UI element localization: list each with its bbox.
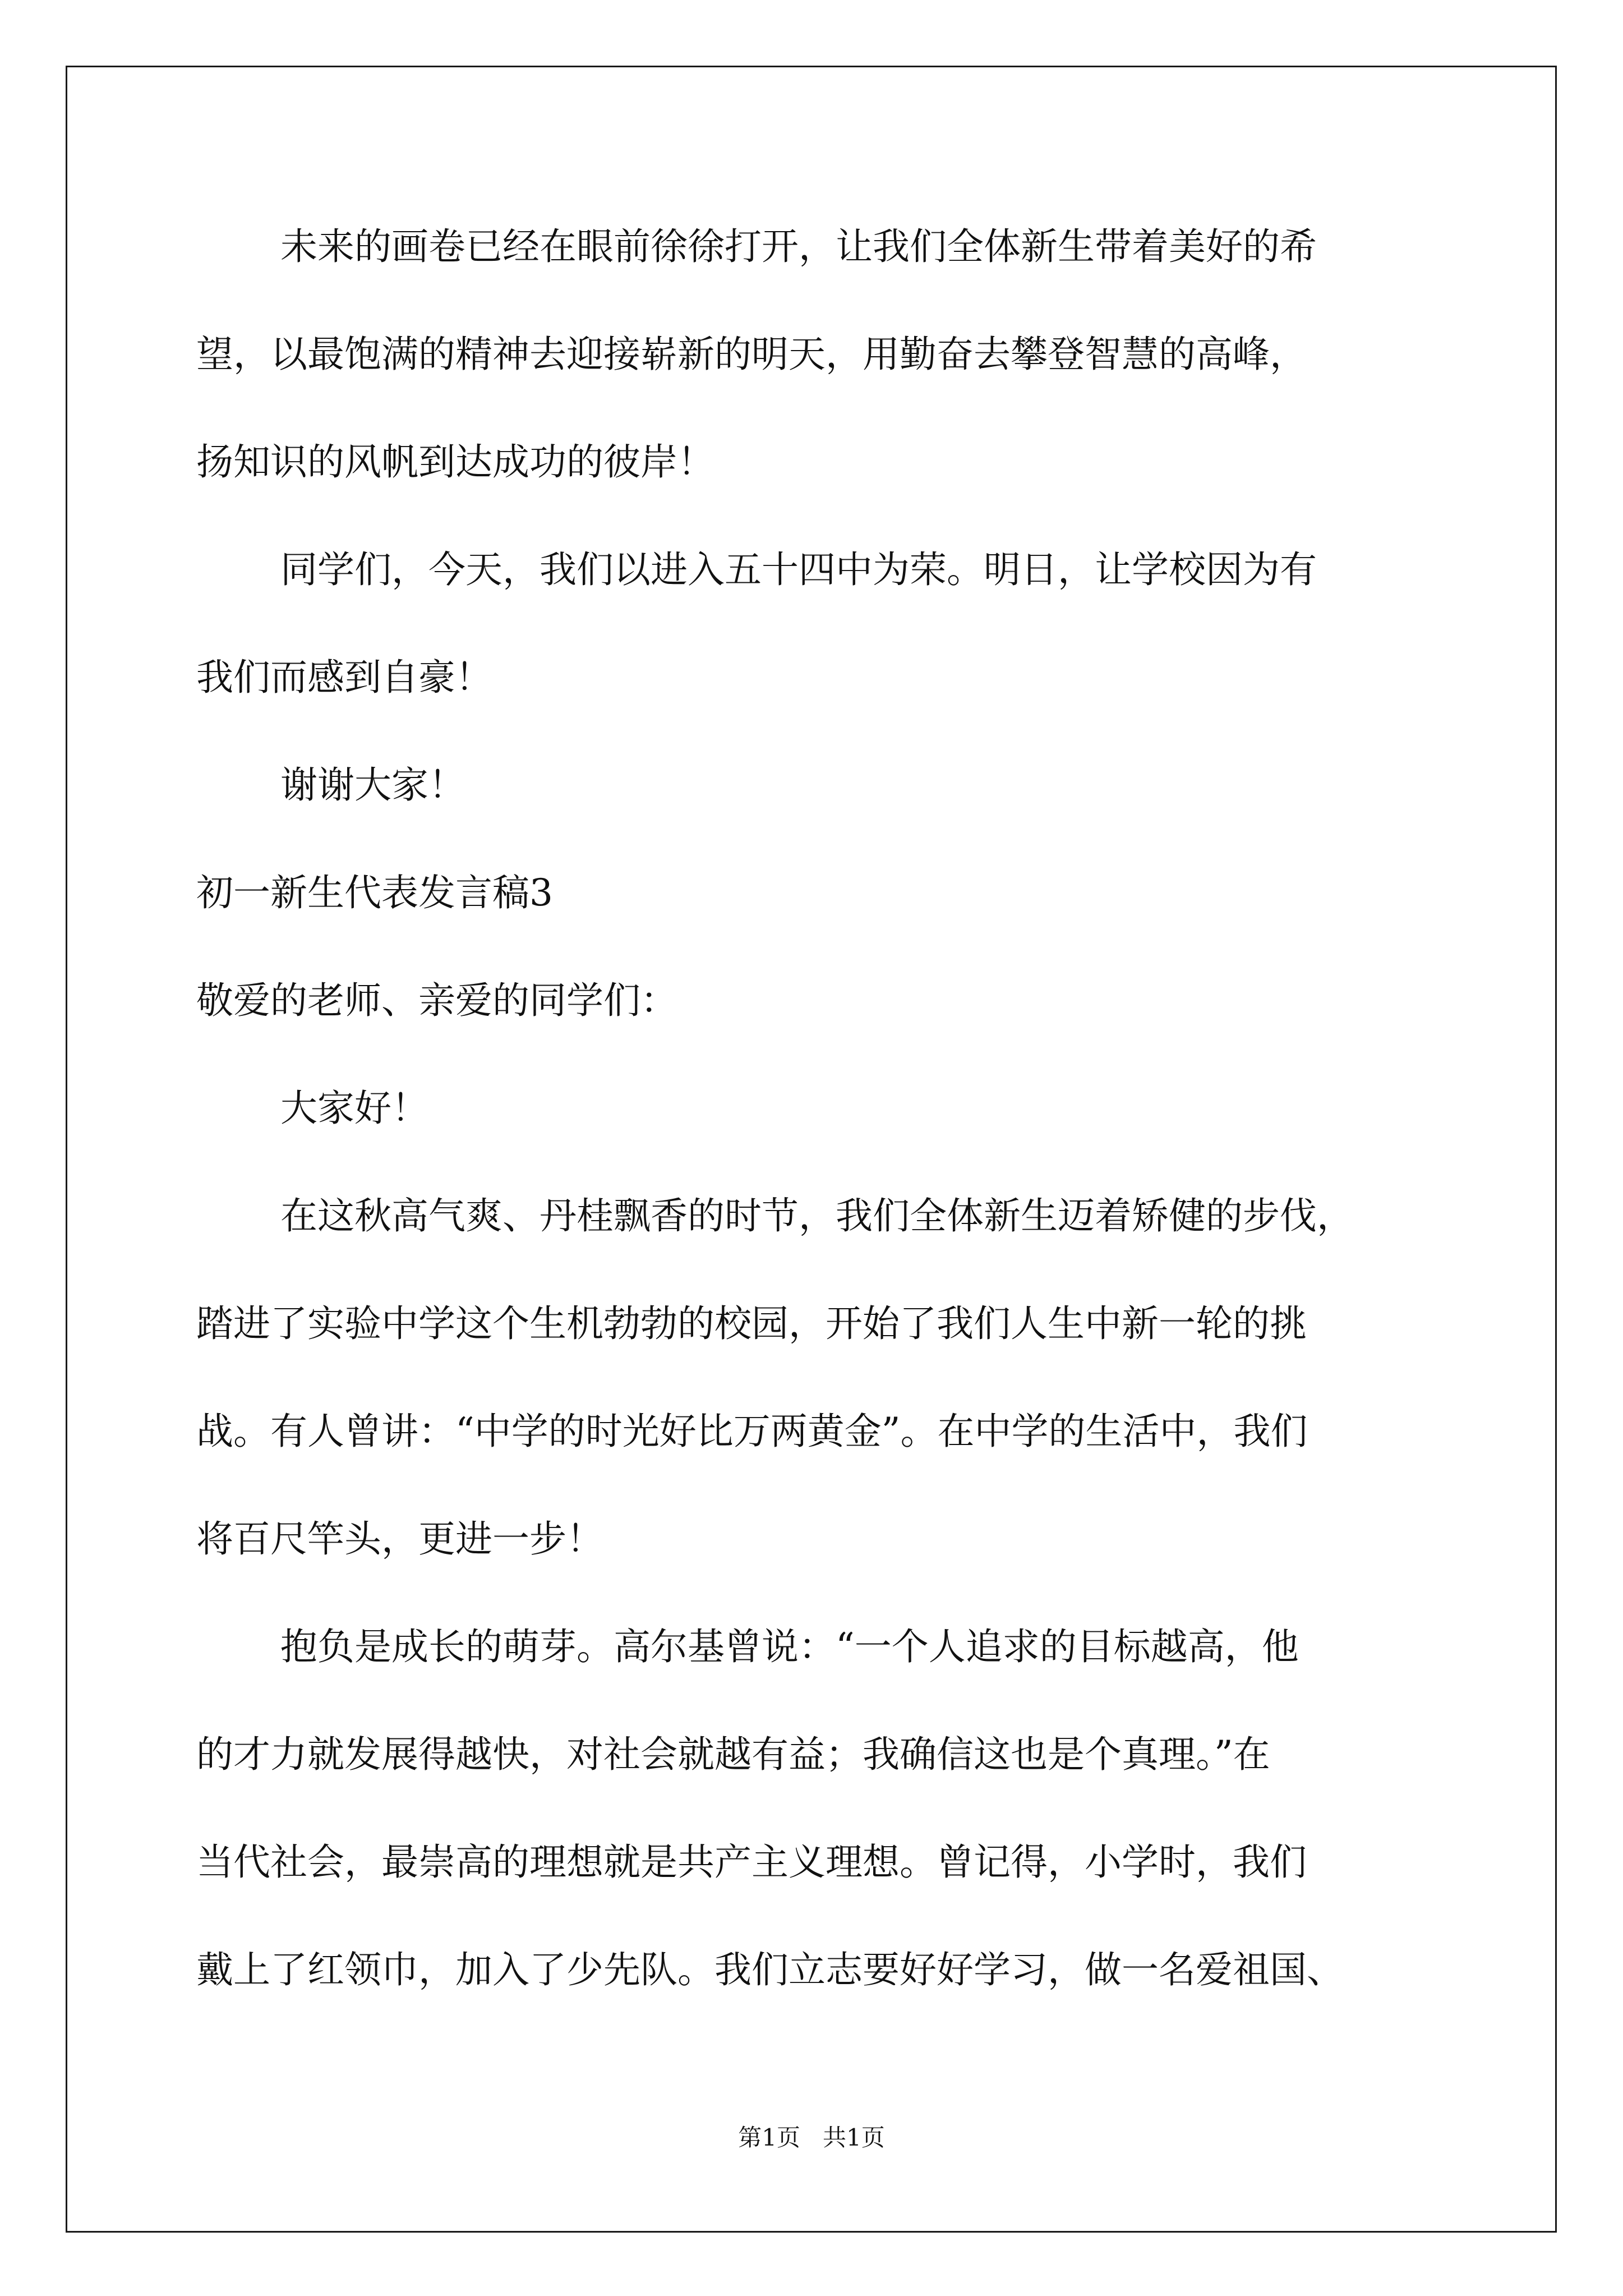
paragraph-line: 未来的画卷已经在眼前徐徐打开，让我们全体新生带着美好的希 — [280, 225, 1317, 268]
paragraph-line: 的才力就发展得越快，对社会就越有益；我确信这也是个真理。”在 — [196, 1733, 1270, 1776]
paragraph-line: 踏进了实验中学这个生机勃勃的校园，开始了我们人生中新一轮的挑 — [196, 1302, 1307, 1345]
paragraph-line: 扬知识的风帆到达成功的彼岸！ — [196, 440, 714, 484]
paragraph-line: 当代社会，最崇高的理想就是共产主义理想。曾记得，小学时，我们 — [196, 1841, 1307, 1884]
greeting: 大家好！ — [280, 1087, 428, 1130]
paragraph-line: 望，以最饱满的精神去迎接崭新的明天，用勤奋去攀登智慧的高峰， — [196, 333, 1307, 376]
paragraph-line: 在这秋高气爽、丹桂飘香的时节，我们全体新生迈着矫健的步伐， — [280, 1194, 1354, 1237]
paragraph-line: 将百尺竿头，更进一步！ — [196, 1517, 603, 1561]
page-frame — [66, 66, 1557, 2233]
page-number-footer: 第1页 共1页 — [738, 2124, 885, 2151]
paragraph-line: 我们而感到自豪！ — [196, 656, 492, 699]
paragraph-line: 谢谢大家！ — [280, 763, 465, 807]
paragraph-line: 戴上了红领巾，加入了少先队。我们立志要好好学习，做一名爱祖国、 — [196, 1948, 1344, 1991]
section-heading: 初一新生代表发言稿3 — [196, 871, 553, 914]
paragraph-line: 抱负是成长的萌芽。高尔基曾说：“一个人追求的目标越高，他 — [280, 1625, 1299, 1668]
paragraph-line: 战。有人曾讲：“中学的时光好比万两黄金”。在中学的生活中，我们 — [196, 1410, 1308, 1453]
paragraph-line: 同学们，今天，我们以进入五十四中为荣。明日，让学校因为有 — [280, 548, 1317, 591]
salutation: 敬爱的老师、亲爱的同学们： — [196, 979, 677, 1022]
